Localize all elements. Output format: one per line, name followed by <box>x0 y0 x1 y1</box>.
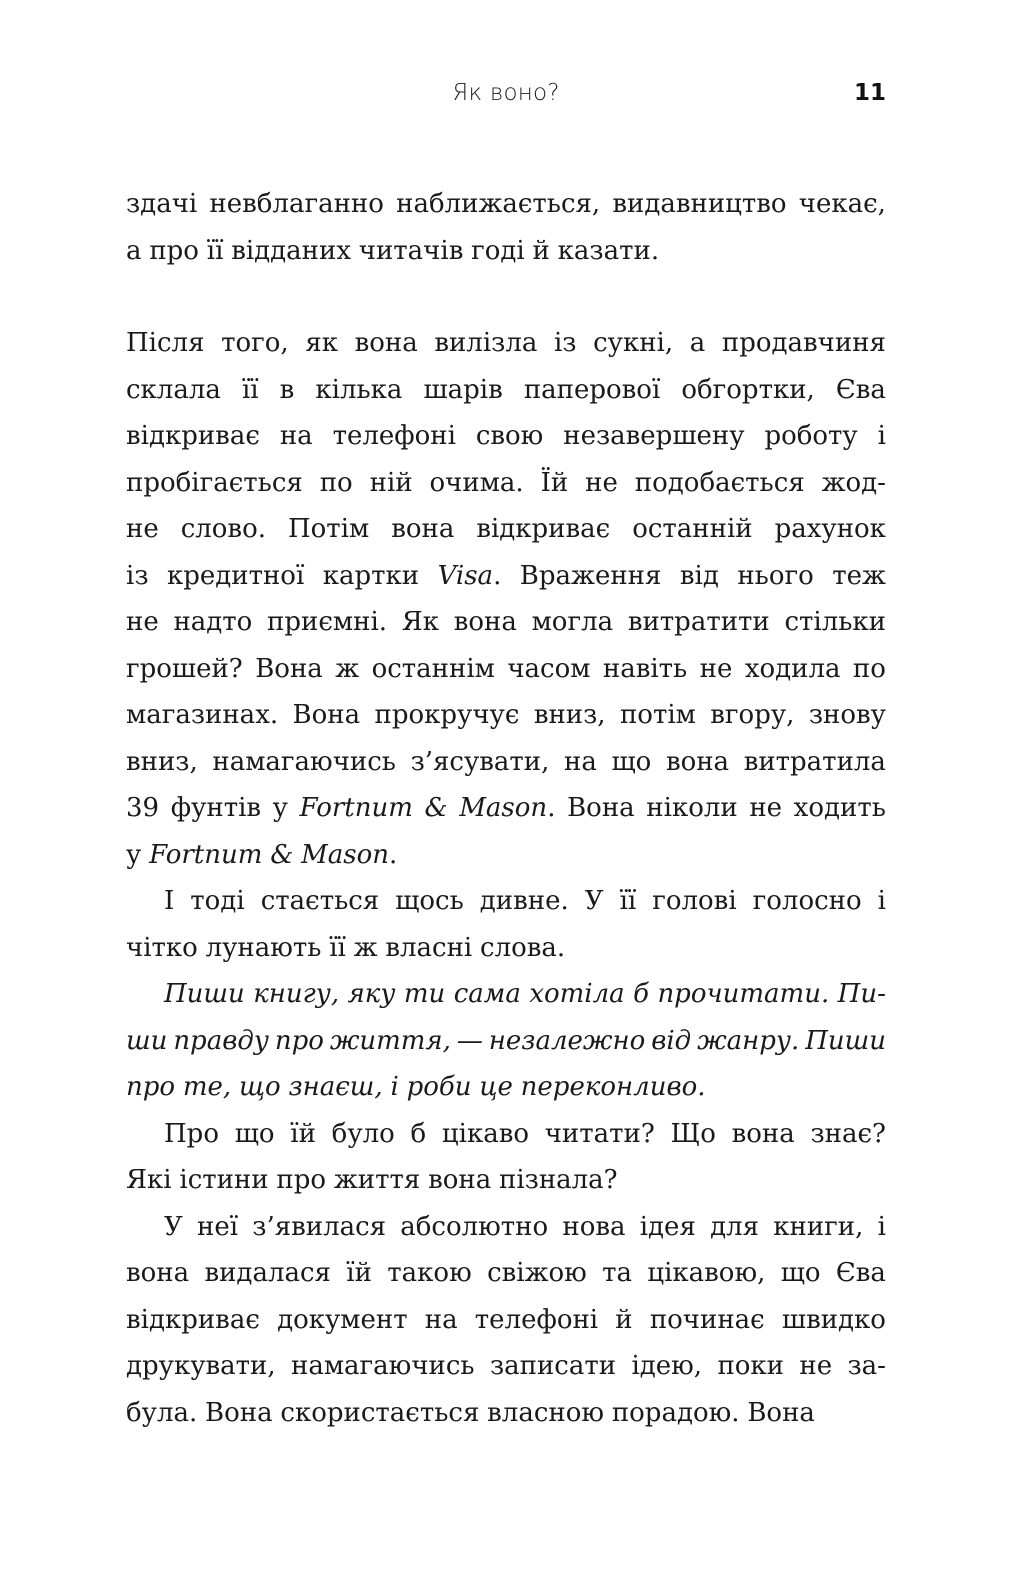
text-line: у Fortnum & Mason. <box>126 839 398 870</box>
text-line: чітко лунають її ж власні слова. <box>126 932 566 963</box>
text-line: друкувати, намагаючись записати ідею, поки не за- <box>126 1351 886 1381</box>
text-line: У неї з’явилася абсолютно нова ідея для книги, і <box>164 1211 886 1242</box>
text-line: а про її відданих читачів годі й казати. <box>126 235 660 266</box>
paragraph <box>126 1204 886 1437</box>
text-line: І тоді стається щось дивне. У її голові голосно і <box>164 886 886 916</box>
text-line: була. Вона скористається власною порадою. Вона <box>126 1397 815 1428</box>
running-head <box>126 80 886 114</box>
text-line: про те, що знаєш, і роби це переконливо. <box>126 1072 706 1102</box>
paragraph <box>126 320 886 878</box>
text-line: Які істини про життя вона пізнала? <box>126 1165 618 1195</box>
text-line: Про що їй було б цікаво читати? Що вона знає? <box>164 1118 886 1149</box>
paragraph <box>126 1111 886 1204</box>
body-text <box>126 181 886 1436</box>
text-line: Пиши книгу, яку ти сама хотіла б прочитати. Пи- <box>164 979 886 1009</box>
text-line: магазинах. Вона прокручує вниз, потім вгору, знову <box>126 700 886 730</box>
text-line: Після того, як вона вилізла із сукні, а продавчиня <box>126 328 886 358</box>
text-line: вниз, намагаючись з’ясувати, на що вона витратила <box>126 746 886 777</box>
paragraph <box>126 971 886 1111</box>
paragraph <box>126 878 886 971</box>
text-line: 39 фунтів у Fortnum & Mason. Вона ніколи не ходить <box>126 793 886 823</box>
text-line: не надто приємні. Як вона могла витратити стільки <box>126 607 886 637</box>
text-line: не слово. Потім вона відкриває останній рахунок <box>126 514 886 544</box>
text-line: відкриває на телефоні свою незавершену роботу і <box>126 421 886 451</box>
text-line: із кредитної картки Visa. Враження від нього теж <box>126 560 886 591</box>
paragraph <box>126 181 886 274</box>
section-break <box>126 274 886 320</box>
text-line: вона видалася їй такою свіжою та цікавою, що Єва <box>126 1258 886 1288</box>
text-line: грошей? Вона ж останнім часом навіть не ходила по <box>126 653 886 684</box>
page-number: 11 <box>853 80 886 106</box>
text-line: відкриває документ на телефоні й починає швидко <box>126 1304 886 1335</box>
text-line: ши правду про життя, — незалежно від жанру. Пиши <box>126 1025 886 1056</box>
text-line: склала її в кілька шарів паперової обгортки, Єва <box>126 374 886 405</box>
text-line: пробігається по ній очима. Їй не подобається жод- <box>126 467 886 498</box>
running-title: Як воно? <box>452 80 560 106</box>
text-line: здачі невблаганно наближається, видавництво чекає, <box>126 189 886 219</box>
